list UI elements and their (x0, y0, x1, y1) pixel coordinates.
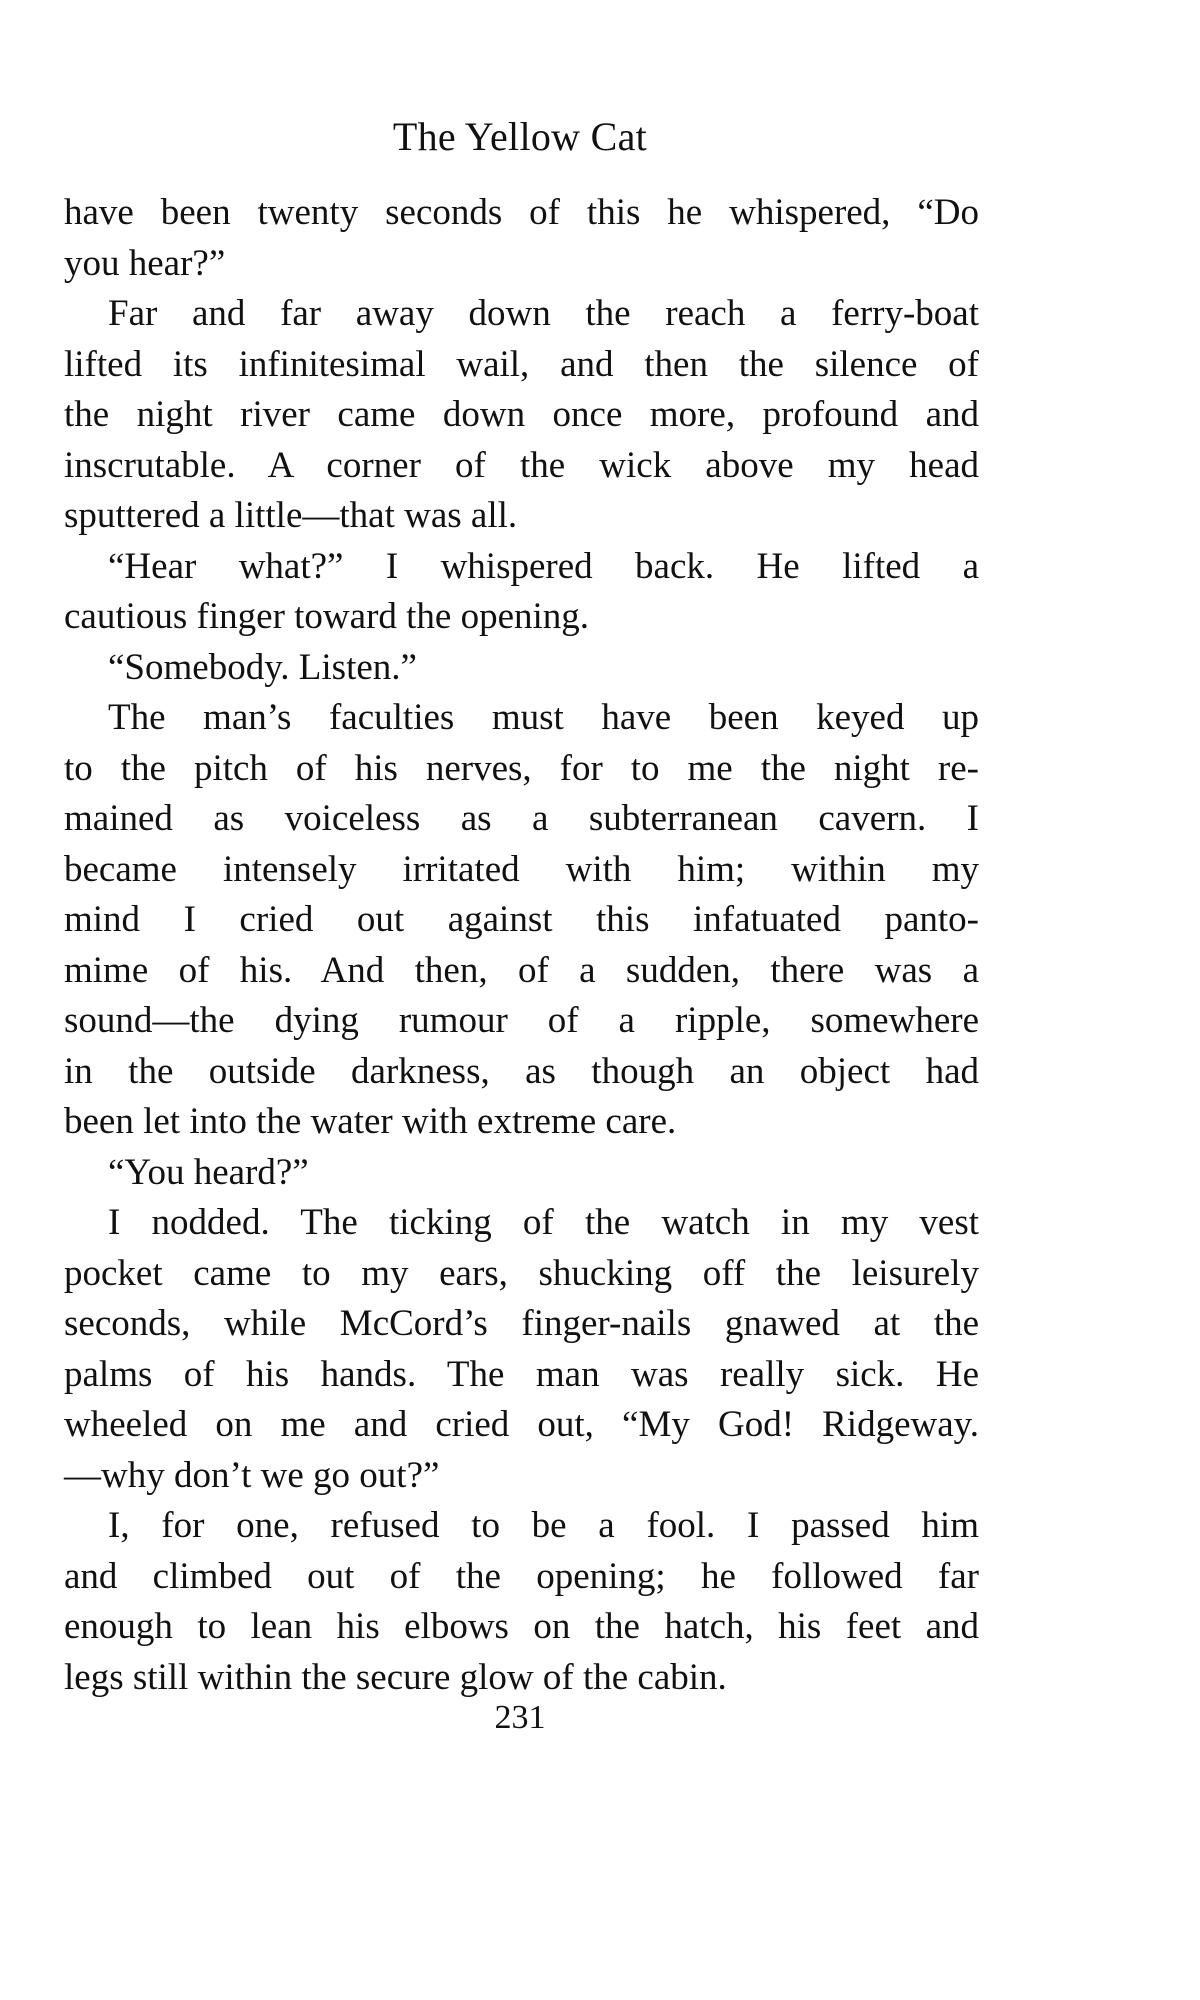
paragraph (64, 693, 979, 1148)
text-line: mind I cried out against this infatuated panto- (64, 899, 979, 940)
text-line: to the pitch of his nerves, for to me the night re- (64, 747, 979, 789)
running-title: The Yellow Cat (392, 114, 648, 159)
text-line: “Hear what?” I whispered back. He lifted a (108, 545, 979, 587)
text-line: enough to lean his elbows on the hatch, his feet and (64, 1606, 979, 1647)
paragraph (64, 1501, 979, 1703)
text-line: I nodded. The ticking of the watch in my vest (108, 1202, 979, 1243)
text-line: seconds, while McCord’s finger-nails gnawed at the (64, 1303, 979, 1344)
text-line: mained as voiceless as a subterranean cavern. I (64, 798, 979, 839)
text-line: cautious finger toward the opening. (64, 596, 590, 637)
text-line: been let into the water with extreme care. (64, 1101, 677, 1142)
text-line: you hear?” (64, 242, 226, 284)
text-line: mime of his. And then, of a sudden, there was a (64, 949, 979, 991)
paragraph (64, 188, 979, 289)
text-line: Far and far away down the reach a ferry-boat (108, 293, 979, 334)
text-line: sound—the dying rumour of a ripple, somewhere (64, 1000, 979, 1041)
paragraph (64, 1148, 979, 1199)
text-line: wheeled on me and cried out, “My God! Ridgeway. (64, 1404, 979, 1445)
text-line: have been twenty seconds of this he whispered, “Do (64, 192, 979, 233)
text-line: in the outside darkness, as though an object had (64, 1050, 979, 1092)
page-number: 231 (494, 1699, 546, 1736)
text-line: lifted its infinitesimal wail, and then the silence of (64, 343, 979, 385)
text-line: I, for one, refused to be a fool. I passed him (108, 1505, 979, 1546)
text-line: the night river came down once more, profound and (64, 394, 979, 435)
paragraph (64, 289, 979, 542)
text-line: The man’s faculties must have been keyed up (108, 697, 979, 738)
text-line: —why don’t we go out?” (64, 1454, 440, 1496)
text-line: legs still within the secure glow of the cabin. (64, 1656, 727, 1698)
paragraph (64, 643, 979, 694)
text-line: “You heard?” (108, 1151, 309, 1193)
body-text (64, 188, 979, 1703)
text-line: and climbed out of the opening; he followed far (64, 1555, 979, 1597)
paragraph (64, 542, 979, 643)
text-line: “Somebody. Listen.” (108, 646, 417, 688)
text-line: sputtered a little—that was all. (64, 495, 518, 536)
paragraph (64, 1198, 979, 1501)
text-line: pocket came to my ears, shucking off the leisurely (64, 1252, 979, 1294)
text-line: palms of his hands. The man was really sick. He (64, 1353, 979, 1395)
text-line: inscrutable. A corner of the wick above my head (64, 444, 979, 486)
text-line: became intensely irritated with him; within my (64, 848, 979, 890)
